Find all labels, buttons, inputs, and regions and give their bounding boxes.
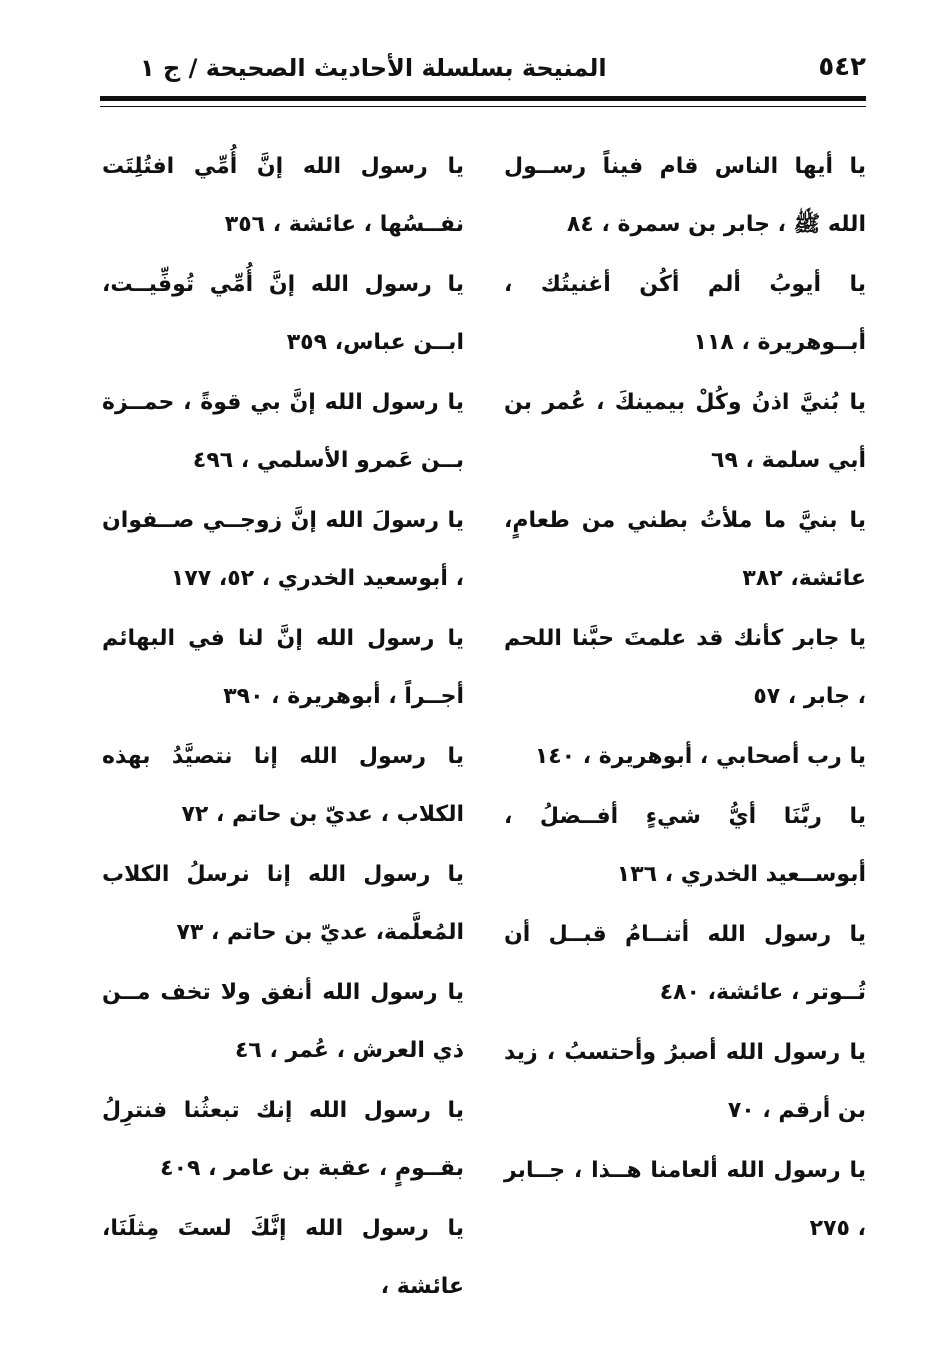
entry-text: يا رسول الله أصبرُ وأحتسبُ ، زيد بن أرقم ، ٧٠ (504, 1040, 866, 1123)
index-entry (102, 846, 464, 962)
index-entry (102, 728, 464, 844)
index-entry (504, 256, 866, 372)
entry-text: يا رسول الله أتنــامُ قبــل أن تُــوتر ، عائشة، ٤٨٠ (504, 922, 866, 1005)
index-entry (504, 492, 866, 608)
entry-text: يا بُنيَّ اذنُ وكُلْ بيمينكَ ، عُمر بن أبي سلمة ، ٦٩ (504, 390, 866, 473)
entry-text: يا رب أصحابي ، أبوهريرة ، ١٤٠ (534, 744, 866, 769)
index-entry (504, 788, 866, 904)
entry-text: يا أيها الناس قام فيناً رســول الله ﷺ ، جابر بن سمرة ، ٨٤ (504, 154, 866, 237)
entry-text: يا رسول الله أنفق ولا تخف مــن ذي العرش ، عُمر ، ٤٦ (102, 980, 464, 1063)
index-entry (504, 906, 866, 1022)
running-title: المنيحة بسلسلة الأحاديث الصحيحة / ج ١ (140, 54, 607, 82)
entry-text: يا بنيَّ ما ملأتُ بطني من طعامٍ، عائشة، ٣٨٢ (504, 508, 866, 591)
index-entry (102, 374, 464, 490)
entry-text: يا أيوبُ ألم أكُن أغنيتُك ، أبــوهريرة ، ١١٨ (504, 272, 866, 355)
left-column (102, 138, 464, 1318)
entry-text: يا رسول الله إنا نرسلُ الكلاب المُعلَّمة، عديّ بن حاتم ، ٧٣ (102, 862, 464, 945)
page-number: ٥٤٢ (818, 52, 866, 82)
entry-text: يا رسول الله إنَّ أُمِّي افتُلِتَت نفــسُها ، عائشة ، ٣٥٦ (102, 154, 464, 237)
index-entry (504, 610, 866, 726)
entry-text: يا رسول الله إنَّ بي قوةً ، حمــزة بــن عَمرو الأسلمي ، ٤٩٦ (102, 390, 464, 473)
index-entry (102, 1082, 464, 1198)
header-rule-thin (100, 106, 866, 107)
index-entry (102, 1200, 464, 1316)
index-entry (504, 1024, 866, 1140)
header-rule-thick (100, 96, 866, 101)
index-entry (102, 492, 464, 608)
entry-text: يا رسول الله ألعامنا هــذا ، جــابر ، ٢٧٥ (504, 1158, 866, 1241)
entry-text: يا رسول الله إنَّ أُمِّي تُوفِّيــت، ابــن عباس، ٣٥٩ (102, 272, 464, 355)
entry-text: يا رسول الله إنك تبعثُنا فنترِلُ بقــومٍ ، عقبة بن عامر ، ٤٠٩ (102, 1098, 464, 1181)
index-entry (102, 610, 464, 726)
index-entry (504, 728, 866, 786)
page-header (100, 48, 866, 88)
entry-text: يا رسولَ الله إنَّ زوجــي صــفوان ، أبوسعيد الخدري ، ٥٢، ١٧٧ (102, 508, 464, 591)
entry-text: يا جابر كأنك قد علمتَ حبَّنا اللحم ، جابر ، ٥٧ (504, 626, 866, 709)
index-entry (504, 1142, 866, 1258)
index-entry (102, 964, 464, 1080)
entry-text: يا رسول الله إنَّ لنا في البهائم أجــراً ، أبوهريرة ، ٣٩٠ (102, 626, 464, 709)
entry-text: يا رسول الله إنا نتصيَّدُ بهذه الكلاب ، عديّ بن حاتم ، ٧٢ (102, 744, 464, 827)
index-entry (102, 138, 464, 254)
index-entry (102, 256, 464, 372)
index-entry (504, 138, 866, 254)
index-entry (504, 374, 866, 490)
entry-text: يا ربَّنَا أيُّ شيءٍ أفــضلُ ، أبوســعيد الخدري ، ١٣٦ (504, 804, 866, 887)
entry-text: يا رسول الله إنَّكَ لستَ مِثلَنَا، عائشة ، (102, 1216, 464, 1299)
right-column (504, 138, 866, 1260)
